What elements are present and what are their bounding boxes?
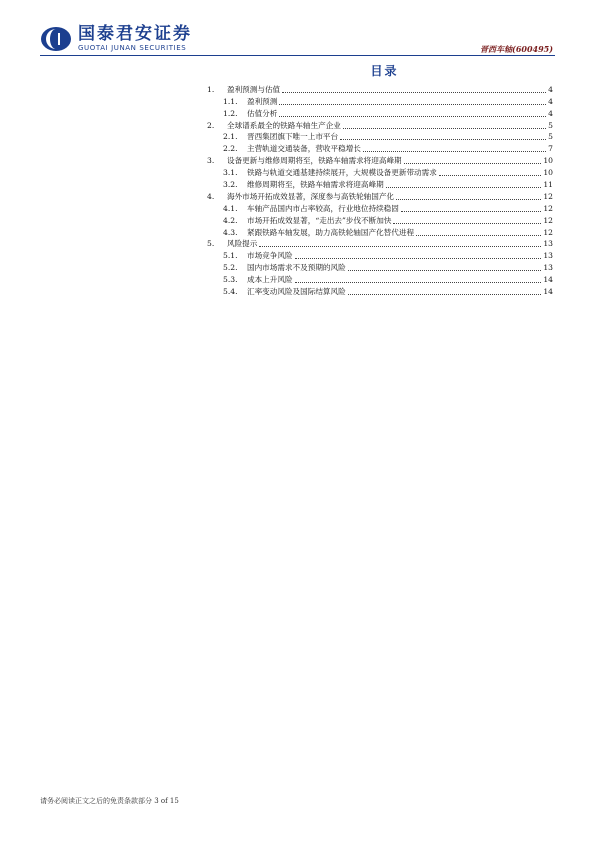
toc-entry[interactable] xyxy=(205,285,553,297)
toc-entry-page: 10 xyxy=(543,168,553,178)
toc-entry-number: 4. xyxy=(207,191,215,201)
toc-entry[interactable] xyxy=(205,119,553,131)
toc-entry-number: 1.2. xyxy=(223,108,238,118)
toc-entry-page: 5 xyxy=(548,132,553,142)
toc-entry-number: 4.3. xyxy=(223,227,238,237)
toc-entry[interactable] xyxy=(205,238,553,250)
toc-entry[interactable] xyxy=(205,273,553,285)
toc-entry-number: 1.1. xyxy=(223,96,238,106)
toc-leader-dots xyxy=(386,187,542,188)
toc-leader-dots xyxy=(259,246,541,247)
toc-entry-page: 14 xyxy=(543,287,553,297)
toc-entry[interactable] xyxy=(205,202,553,214)
toc-entry-number: 5. xyxy=(207,239,215,249)
toc-entry[interactable] xyxy=(205,190,553,202)
toc-entry-number: 5.4. xyxy=(223,287,238,297)
report-tag: 晋西车轴(600495) xyxy=(480,44,553,54)
toc-entry-page: 14 xyxy=(543,275,553,285)
toc-leader-dots xyxy=(439,175,541,176)
toc-entry[interactable] xyxy=(205,142,553,154)
toc-entry-title: 车轴产品国内市占率较高，行业地位持续稳固 xyxy=(247,203,399,213)
toc-entry-page: 12 xyxy=(543,215,553,225)
toc-entry-title: 铁路与轨道交通基建持续展开，大规模设备更新带动需求 xyxy=(247,168,437,178)
toc-entry-page: 11 xyxy=(543,180,553,190)
toc-leader-dots xyxy=(396,199,541,200)
toc-entry-title: 市场竞争风险 xyxy=(247,251,293,261)
toc-entry-title: 主营轨道交通装备，营收平稳增长 xyxy=(247,144,361,154)
toc-entry[interactable] xyxy=(205,131,553,143)
toc-entry-title: 维修周期将至，铁路车轴需求将迎高峰期 xyxy=(247,180,384,190)
logo-text xyxy=(78,26,192,52)
toc-entry-page: 4 xyxy=(548,108,553,118)
toc-entry[interactable] xyxy=(205,107,553,119)
toc-entry-page: 4 xyxy=(548,96,553,106)
toc-title: 目录 xyxy=(370,64,399,78)
toc-entry-title: 全球谱系最全的铁路车轴生产企业 xyxy=(227,120,341,130)
toc-entry-page: 12 xyxy=(543,191,553,201)
toc-entry-number: 4.2. xyxy=(223,215,238,225)
toc-entry[interactable] xyxy=(205,166,553,178)
toc-entry[interactable] xyxy=(205,261,553,273)
toc-entry-number: 1. xyxy=(207,84,215,94)
toc-entry-title: 市场开拓成效显著，“走出去”步伐不断加快 xyxy=(247,215,392,225)
toc-entry-number: 2.2. xyxy=(223,144,238,154)
toc-entry-title: 风险提示 xyxy=(227,239,258,249)
toc-entry[interactable] xyxy=(205,249,553,261)
toc-entry-page: 12 xyxy=(543,203,553,213)
toc-entry-number: 3.1. xyxy=(223,168,238,178)
toc-entry-page: 13 xyxy=(543,239,553,249)
toc-entry-number: 4.1. xyxy=(223,203,238,213)
toc-entry-title: 海外市场开拓成效显著，深度参与高铁轮轴国产化 xyxy=(227,191,395,201)
toc-entry[interactable] xyxy=(205,83,553,95)
toc-entry-number: 2.1. xyxy=(223,132,238,142)
toc-entry[interactable] xyxy=(205,95,553,107)
company-name-cn: 国泰君安证券 xyxy=(78,24,192,44)
toc-entry[interactable] xyxy=(205,154,553,166)
toc-entry-page: 5 xyxy=(548,120,553,130)
toc-entry-title: 设备更新与维修周期将至，铁路车轴需求将迎高峰期 xyxy=(227,156,402,166)
toc-leader-dots xyxy=(348,270,542,271)
toc-entry-title: 国内市场需求不及预期的风险 xyxy=(247,263,346,273)
toc-entry-number: 5.2. xyxy=(223,263,238,273)
toc-leader-dots xyxy=(363,151,546,152)
toc-entry-number: 3. xyxy=(207,156,215,166)
toc-entry-title: 汇率变动风险及国际结算风险 xyxy=(247,287,346,297)
toc-entry-number: 2. xyxy=(207,120,215,130)
toc-entry-page: 13 xyxy=(543,263,553,273)
toc-entry[interactable] xyxy=(205,214,553,226)
toc-leader-dots xyxy=(282,92,546,93)
table-of-contents xyxy=(205,83,553,297)
toc-entry-title: 盈利预测与估值 xyxy=(227,84,281,94)
gtja-logo-icon xyxy=(40,26,72,52)
toc-leader-dots xyxy=(295,282,542,283)
toc-entry-title: 盈利预测 xyxy=(247,96,278,106)
header-divider xyxy=(40,55,555,56)
toc-leader-dots xyxy=(343,128,546,129)
toc-entry-number: 5.3. xyxy=(223,275,238,285)
toc-entry-page: 4 xyxy=(548,84,553,94)
toc-leader-dots xyxy=(348,294,542,295)
toc-entry[interactable] xyxy=(205,178,553,190)
company-name-en: GUOTAI JUNAN SECURITIES xyxy=(78,44,187,52)
toc-leader-dots xyxy=(340,139,546,140)
page-header xyxy=(0,0,595,60)
toc-leader-dots xyxy=(295,258,542,259)
toc-entry-title: 成本上升风险 xyxy=(247,275,293,285)
toc-entry[interactable] xyxy=(205,226,553,238)
toc-leader-dots xyxy=(393,223,541,224)
toc-leader-dots xyxy=(404,163,542,164)
toc-entry-number: 3.2. xyxy=(223,180,238,190)
footer-disclaimer: 请务必阅读正文之后的免责条款部分 3 of 15 xyxy=(40,797,179,805)
toc-entry-page: 13 xyxy=(543,251,553,261)
toc-leader-dots xyxy=(279,104,546,105)
toc-leader-dots xyxy=(416,235,541,236)
toc-leader-dots xyxy=(401,211,541,212)
toc-entry-page: 10 xyxy=(543,156,553,166)
toc-entry-title: 估值分析 xyxy=(247,108,278,118)
toc-entry-page: 12 xyxy=(543,227,553,237)
toc-leader-dots xyxy=(279,116,546,117)
toc-entry-title: 晋西集团旗下唯一上市平台 xyxy=(247,132,339,142)
toc-entry-number: 5.1. xyxy=(223,251,238,261)
toc-entry-title: 紧跟铁路车轴发展，助力高铁轮轴国产化替代进程 xyxy=(247,227,415,237)
company-logo xyxy=(40,26,192,52)
toc-entry-page: 7 xyxy=(548,144,553,154)
